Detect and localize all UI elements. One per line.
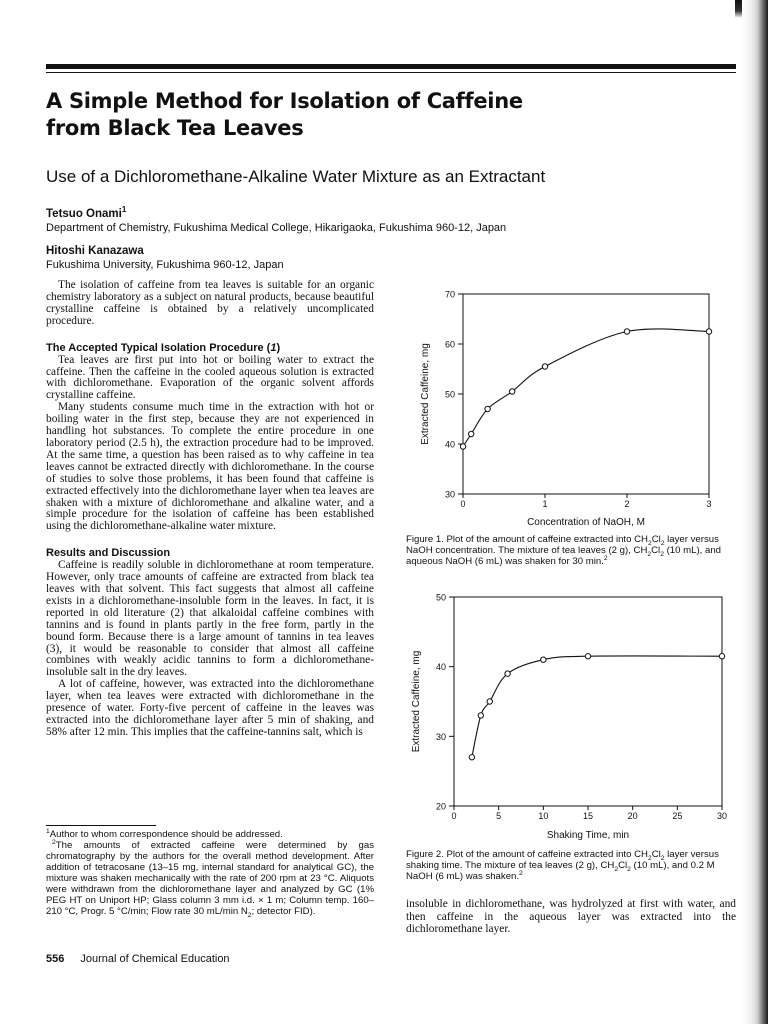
data-point: [585, 654, 590, 659]
page-folio: [46, 953, 230, 965]
data-point: [505, 671, 510, 676]
y-tick-label: 30: [435, 731, 446, 742]
series-line: [463, 329, 709, 447]
results-continued-paragraph: insoluble in dichloromethane, was hydrolyzed at first with water, and then caffeine in the aqueous layer was extracted into the dichloromethane layer.: [406, 898, 736, 935]
procedure-paragraph-2: Many students consume much time in the extraction with hot or boiling water in the first step, because they are not experienced in handling hot substances. To complete the entire procedure in one laboratory period (2.5 h), the extraction procedure had to be improved. At the same time, a question has been raised as to why caffeine in tea leaves cannot be extracted directly with dichloromethane. In the course of studies to solve those problems, it has been found that caffeine is extracted effectively into the dichloromethane layer when tea leaves are shaken with a mixture of dichloromethane and alkaline water, and a simple procedure for the isolation of caffeine has been established using the dichloromethane-alkaline water mixture.: [46, 401, 374, 533]
data-point: [478, 713, 483, 718]
data-point: [469, 755, 474, 760]
intro-paragraph: The isolation of caffeine from tea leaves is suitable for an organic chemistry laboratory as a subject on natural products, because beautiful crystalline caffeine is obtained by a relatively uncomplicated procedure.: [46, 279, 374, 327]
section-heading-results: Results and Discussion: [46, 547, 171, 560]
header-rule-thick: [46, 64, 736, 69]
data-point: [510, 389, 515, 394]
figure-1-chart: [400, 285, 740, 530]
page-edge-shadow: [742, 0, 768, 1024]
x-tick-label: 5: [496, 811, 502, 821]
article-title: [46, 88, 606, 142]
figure-2-caption: Figure 2. Plot of the amount of caffeine extracted into $CH_2Cl_2$ layer versus shaking time. The mixture of tea leaves (2 g), $CH_2Cl_2$ (10 mL), and 0.2 M NaOH (6 mL) was shaken.$^2$: [406, 849, 719, 882]
plot-frame: [463, 294, 709, 494]
y-axis-label: Extracted Caffeine, mg: [420, 343, 431, 445]
data-point: [541, 657, 546, 662]
author-affiliation-1: Department of Chemistry, Fukushima Medical College, Hikarigaoka, Fukushima 960-12, Japan: [46, 222, 507, 234]
data-point: [460, 444, 465, 449]
x-tick-label: 15: [582, 811, 594, 821]
y-tick-label: 50: [435, 592, 446, 603]
y-tick-label: 70: [444, 289, 455, 300]
y-tick-label: 60: [444, 339, 455, 350]
x-tick-label: 10: [538, 811, 549, 821]
results-paragraph-2: A lot of caffeine, however, was extracted into the dichloromethane layer, when tea leaves were extracted with dichloromethane in the presence of water. Forty-five percent of caffeine in the leaves was extracted into the dichloromethane layer after 5 min of shaking, and 58% after 12 min. This implies that the caffeine-tannins salt, which is: [46, 678, 374, 738]
procedure-paragraph-1: Tea leaves are first put into hot or boiling water to extract the caffeine. Then the caffeine in the cooled aqueous solution is extracted with dichloromethane. Evaporation of the organic solvent affords crystalline caffeine.: [46, 353, 374, 402]
journal-name: Journal of Chemical Education: [80, 953, 230, 965]
title-line-2: from Black Tea Leaves: [46, 116, 304, 140]
header-rule-thin: [46, 72, 736, 73]
y-axis-label: Extracted Caffeine, mg: [411, 650, 422, 753]
y-tick-label: 30: [444, 489, 455, 500]
y-tick-label: 20: [435, 801, 446, 812]
article-subtitle: Use of a Dichloromethane-Alkaline Water Mixture as an Extractant: [46, 167, 546, 186]
footnote-1: $^1$Author to whom correspondence should be addressed.: [46, 827, 283, 840]
data-point: [719, 654, 724, 659]
title-line-1: A Simple Method for Isolation of Caffeine: [46, 89, 523, 113]
data-point: [487, 699, 492, 704]
author-footnote-mark: 1: [121, 205, 127, 215]
footnotes: [46, 829, 374, 917]
data-point: [624, 329, 629, 334]
y-tick-label: 40: [444, 439, 455, 450]
plot-frame: [454, 597, 722, 806]
footnote-2: $^2$The amounts of extracted caffeine were determined by gas chromatography by the authors for the overall method development. After addition of tetracosane (13–15 mg, internal standard for analytical GC), the mixture was shaken mechanically with the rate of 200 rpm at 23 °C. Aliquots were withdrawn from the dichloromethane layer and analyzed by GC (1% PEG HT on Uniport HP; Glass column 3 mm i.d. × 1 m; Column temp. 160–210 °C, Progr. 5 °C/min; Flow rate 30 mL/min $N_2$; detector FID).: [46, 838, 374, 919]
x-tick-label: 0: [460, 499, 466, 509]
y-tick-label: 50: [444, 389, 455, 400]
x-tick-label: 30: [716, 811, 728, 821]
data-point: [706, 329, 711, 334]
x-axis-label: Concentration of NaOH, M: [527, 517, 645, 528]
data-point: [469, 431, 474, 436]
x-tick-label: 0: [451, 811, 457, 821]
footnote-rule: [46, 825, 156, 826]
data-point: [485, 406, 490, 411]
author-name-2: Hitoshi Kanazawa: [46, 245, 144, 257]
x-tick-label: 20: [627, 811, 638, 821]
data-point: [542, 364, 547, 369]
figure-2-chart: [400, 588, 740, 843]
left-column: [46, 280, 374, 739]
figure-1-caption: Figure 1. Plot of the amount of caffeine extracted into $CH_2Cl_2$ layer versus NaOH concentration. The mixture of tea leaves (2 g), $CH_2Cl_2$ (10 mL), and aqueous NaOH (6 mL) was shaken for 30 min.$^2$: [406, 534, 722, 567]
x-tick-label: 2: [624, 499, 630, 509]
page-number: 556: [46, 953, 65, 965]
x-axis-label: Shaking Time, min: [546, 830, 630, 841]
x-tick-label: 25: [672, 811, 683, 821]
author-affiliation-2: Fukushima University, Fukushima 960-12, Japan: [46, 259, 284, 271]
results-paragraph-1: Caffeine is readily soluble in dichloromethane at room temperature. However, only trace amounts of caffeine are extracted from black tea leaves with that solvent. This fact suggests that almost all caffeine exists in a dichloromethane-insoluble form in the leaves. In fact, it is reported in old literature (2) that alkaloidal caffeine combines with tannins and is found in plants partly in the free form, partly in the bound form. Because there is a large amount of tannins in tea leaves (3), it would be reasonable to consider that almost all caffeine combines with weakly acidic tannins to form a dichloromethane-insoluble salt in the dry leaves.: [46, 559, 374, 679]
x-tick-label: 3: [706, 499, 712, 509]
author-name-1: Tetsuo Onami$^1$: [46, 205, 127, 220]
x-tick-label: 1: [542, 499, 548, 509]
section-heading-procedure: The Accepted Typical Isolation Procedure (1): [46, 341, 281, 354]
y-tick-label: 40: [435, 662, 446, 673]
